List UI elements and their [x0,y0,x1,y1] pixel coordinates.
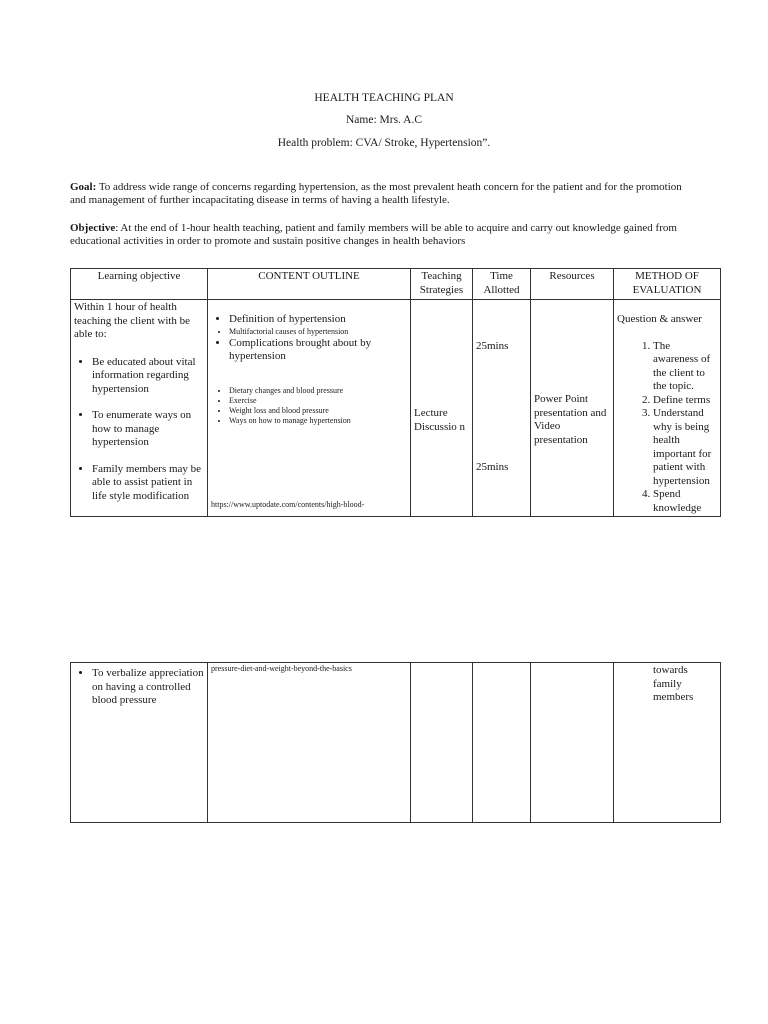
evaluation-cell [614,300,721,517]
time-allotted-1: 25mins [476,340,509,352]
objective-paragraph [70,222,700,248]
document-title: HEALTH TEACHING PLAN [314,92,454,104]
teaching-strategies-cell [411,300,473,517]
learning-objective-list [74,667,204,708]
list-item: • Complications brought about by hypertension [229,337,407,364]
time-allotted-cell [473,663,531,823]
resources-text: Power Point presentation and Video presentation [534,393,607,446]
teaching-plan-table-continued [70,662,721,823]
teaching-strategies-text: Lecture Discussio n [414,407,466,433]
evaluation-intro: Question & answer [617,313,702,325]
content-outline-list [211,337,407,364]
list-item: • Definition of hypertension [229,313,407,327]
list-item: 3. Understand why is being health important for patient with hypertension [653,407,717,488]
list-item: • Ways on how to manage hypertension [229,416,407,426]
list-item: 4. Spend knowledge [653,488,717,515]
header-resources: Resources [531,269,614,300]
header-method-of-evaluation: METHOD OF EVALUATION [614,269,721,300]
reference-url: https://www.uptodate.com/contents/high-blood- [211,500,365,509]
list-item: • Be educated about vital information regarding hypertension [92,356,204,397]
content-outline-management-list [211,386,407,426]
teaching-strategies-cell [411,663,473,823]
list-item: • Family members may be able to assist patient in life style modification [92,463,204,504]
list-item: 2. Define terms [653,394,717,408]
learning-objective-cell [71,663,208,823]
patient-name: Name: Mrs. A.C [345,114,423,126]
content-outline-list [211,313,407,327]
header-teaching-strategies: Teaching Strategies [411,269,473,300]
health-problem: Health problem: CVA/ Stroke, Hypertension”. [277,137,491,149]
evaluation-list [617,340,717,516]
resources-cell [531,300,614,517]
time-allotted-2: 25mins [476,460,509,473]
evaluation-cell [614,663,721,823]
resources-cell [531,663,614,823]
goal-label: Goal: [70,181,97,193]
learning-objective-list [74,356,204,504]
list-item: • Dietary changes and blood pressure [229,386,407,396]
list-item: • To verbalize appreciation on having a controlled blood pressure [92,667,204,708]
time-allotted-cell [473,300,531,517]
list-item: • Multifactorial causes of hypertension [229,327,407,337]
header-learning-objective: Learning objective [71,269,208,300]
list-item: • Exercise [229,396,407,406]
header-content-outline: CONTENT OUTLINE [208,269,411,300]
goal-paragraph [70,181,700,207]
content-outline-cell [208,663,411,823]
teaching-plan-table [70,268,721,517]
objective-label: Objective [70,222,116,234]
list-item: 1. The awareness of the client to the topic. [653,340,717,394]
content-outline-small-list [211,327,407,337]
list-item: • Weight loss and blood pressure [229,406,407,416]
learning-objective-cell [71,300,208,517]
table-row [71,300,721,517]
content-outline-cell [208,300,411,517]
table-header-row [71,269,721,300]
evaluation-continued: towards family members [653,664,694,703]
table-row [71,663,721,823]
reference-url-continued: pressure-diet-and-weight-beyond-the-basics [211,664,352,673]
objective-text: : At the end of 1-hour health teaching, patient and family members will be able to acquire and carry out knowledge gained from educational activities in order to promote and sustain positive changes in health behaviors [70,222,677,247]
list-item: • To enumerate ways on how to manage hypertension [92,409,204,450]
header-time-allotted: Time Allotted [473,269,531,300]
learning-objective-intro: Within 1 hour of health teaching the client with be able to: [74,301,191,340]
goal-text: To address wide range of concerns regarding hypertension, as the most prevalent heath concern for the patient and for the promotion and management of further incapacitating disease in terms of having a health lifestyle. [70,181,682,206]
